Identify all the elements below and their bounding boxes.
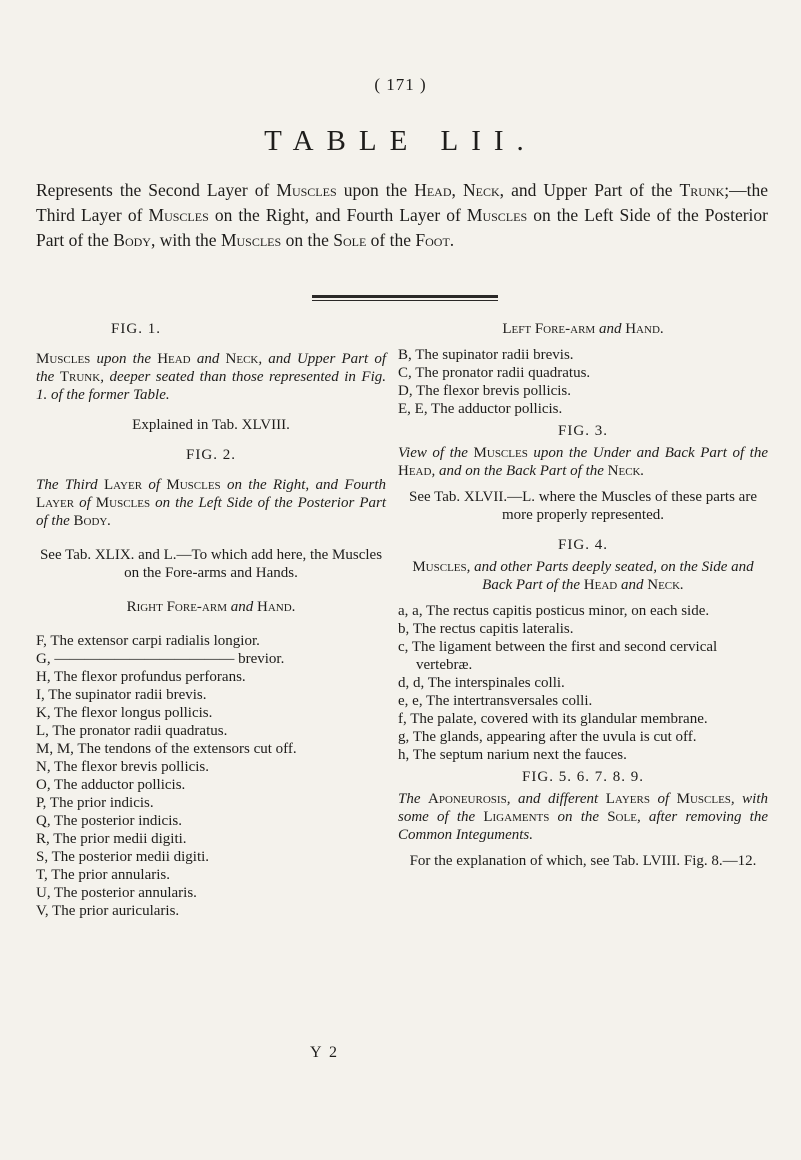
list-item: F, The extensor carpi radialis longior. bbox=[36, 633, 260, 649]
signature-mark: Y 2 bbox=[310, 1044, 339, 1061]
list-item: L, The pronator radii quadratus. bbox=[36, 723, 228, 739]
fig1-heading: FIG. 1. bbox=[111, 321, 161, 337]
list-item: G, ———————————— brevior. bbox=[36, 651, 285, 667]
fig3-see-tab: See Tab. XLVII.—L. where the Muscles of these parts are more properly represented. bbox=[408, 489, 757, 523]
list-item: C, The pronator radii quadratus. bbox=[398, 365, 591, 381]
fig2-caption: The Third Layer of Muscles on the Right, and Fourth Layer of Muscles on the Left Side of the Posterior Part of the Body. bbox=[36, 477, 386, 529]
list-item: K, The flexor longus pollicis. bbox=[36, 705, 213, 721]
fig5-explanation: For the explanation of which, see Tab. LVIII. Fig. 8.—12. bbox=[409, 853, 757, 869]
right-fore-arm-heading: Right Fore-arm and Hand. bbox=[126, 599, 296, 615]
fig3-caption: View of the Muscles upon the Under and Back Part of the Head, and on the Back Part of the Neck. bbox=[398, 445, 769, 479]
list-item: T, The prior annularis. bbox=[36, 867, 170, 883]
list-item: c, The ligament between the first and second cervical vertebræ. bbox=[398, 639, 718, 673]
page-number: ( 171 ) bbox=[374, 75, 427, 94]
left-column bbox=[36, 320, 386, 920]
left-fore-arm-heading: Left Fore-arm and Hand. bbox=[502, 321, 664, 337]
fig1-caption: Muscles upon the Head and Neck, and Upper Part of the Trunk, deeper seated than those represented in Fig. 1. of the former Table. bbox=[36, 351, 387, 403]
list-item: b, The rectus capitis lateralis. bbox=[398, 621, 574, 637]
right-column bbox=[398, 320, 768, 870]
fig2-see-tab: See Tab. XLIX. and L.—To which add here, the Muscles on the Fore-arms and Hands. bbox=[39, 547, 383, 581]
fig4-list bbox=[398, 602, 768, 764]
fig3-heading: FIG. 3. bbox=[558, 423, 608, 439]
list-item: B, The supinator radii brevis. bbox=[398, 347, 574, 363]
list-item: V, The prior auricularis. bbox=[36, 903, 180, 919]
list-item: O, The adductor pollicis. bbox=[36, 777, 186, 793]
fig4-heading: FIG. 4. bbox=[558, 537, 608, 553]
list-item: S, The posterior medii digiti. bbox=[36, 849, 210, 865]
list-item: M, M, The tendons of the extensors cut off. bbox=[36, 741, 297, 757]
fig2-heading: FIG. 2. bbox=[186, 447, 236, 463]
section-divider bbox=[312, 295, 498, 298]
list-item: f, The palate, covered with its glandular membrane. bbox=[398, 711, 708, 727]
list-item: d, d, The interspinales colli. bbox=[398, 675, 565, 691]
list-item: H, The flexor profundus perforans. bbox=[36, 669, 246, 685]
fig5-heading: FIG. 5. 6. 7. 8. 9. bbox=[522, 769, 644, 785]
list-item: e, e, The intertransversales colli. bbox=[398, 693, 593, 709]
list-item: g, The glands, appearing after the uvula is cut off. bbox=[398, 729, 697, 745]
list-item: U, The posterior annularis. bbox=[36, 885, 197, 901]
fig5-caption: The Aponeurosis, and different Layers of Muscles, with some of the Ligaments on the Sole, after removing the Common Integuments. bbox=[398, 791, 768, 843]
section-divider-thin bbox=[312, 300, 498, 301]
page-title: TABLE LII. bbox=[264, 125, 537, 157]
list-item: a, a, The rectus capitis posticus minor, on each side. bbox=[398, 603, 710, 619]
list-item: D, The flexor brevis pollicis. bbox=[398, 383, 572, 399]
fig1-explained: Explained in Tab. XLVIII. bbox=[132, 417, 290, 433]
list-item: I, The supinator radii brevis. bbox=[36, 687, 207, 703]
table-description: Represents the Second Layer of Muscles upon the Head, Neck, and Upper Part of the Trunk;—the Third Layer of Muscles on the Right, and Fourth Layer of Muscles on the Left Side of the Posterior Part of the Body, with the Muscles on the Sole of the Foot. bbox=[36, 180, 768, 250]
list-item: P, The prior indicis. bbox=[36, 795, 154, 811]
left-fore-arm-list bbox=[398, 346, 768, 418]
list-item: Q, The posterior indicis. bbox=[36, 813, 182, 829]
list-item: N, The flexor brevis pollicis. bbox=[36, 759, 210, 775]
right-fore-arm-list bbox=[36, 632, 386, 920]
list-item: h, The septum narium next the fauces. bbox=[398, 747, 627, 763]
list-item: E, E, The adductor pollicis. bbox=[398, 401, 563, 417]
list-item: R, The prior medii digiti. bbox=[36, 831, 187, 847]
fig4-caption: Muscles, and other Parts deeply seated, on the Side and Back Part of the Head and Neck. bbox=[412, 559, 754, 593]
